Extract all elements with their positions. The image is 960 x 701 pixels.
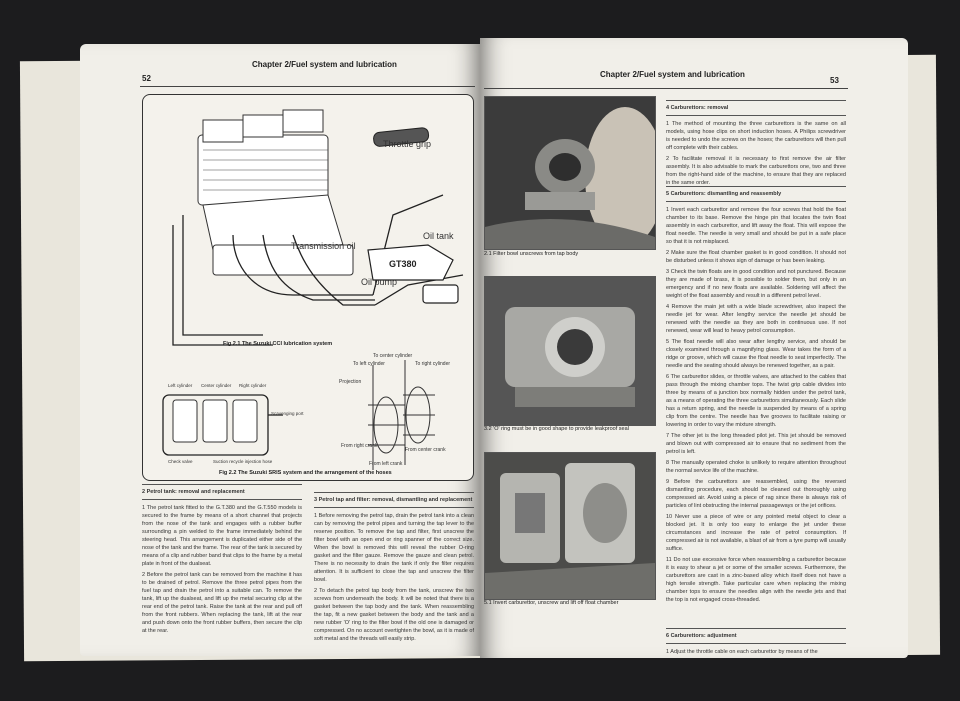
gt380-logo: GT380 (389, 259, 417, 269)
section-5-para-10: 10 Never use a piece of wire or any pointed metal object to clear a blocked jet. It is only too easy to enlarge the jet under these circumstances and increase the rate of petrol consumption. If compressed air is not available, a blast of air from a tyre pump will usually suffice. (666, 514, 846, 552)
left-page (80, 44, 480, 656)
right-page (480, 38, 908, 658)
photo-o-ring (484, 276, 656, 426)
section-petrol-tap (314, 492, 474, 646)
section-2-para-1: 1 The petrol tank fitted to the G.T.380 and the G.T.550 models is secured to the frame by means of a short channel that projects from the nose of the tank and engages with a rubber buffer surrounding a pin welded to the frame immediately behind the steering head. This arrangement is duplicated either side of the nose of the tank and the frame. The rear of the tank is secured by means of a clip and rubber band that clips to the frame by a metal plate in front of the dualseat. (142, 505, 302, 567)
section-3-title: 3 Petrol tap and filter: removal, dismantling and replacement (314, 492, 474, 508)
section-2-para-2: 2 Before the petrol tank can be removed from the machine it has to be drained of petrol. Remove the three petrol pipes from the fuel tap and drain the petrol into a suitable can. To remove the tank, lift up the dualseat, and lift up the metal securing clip at the rear end of the petrol tank. Raise the tank at the rear and pull off from the front rubbers. When replacing the tank, lift at the rear and push down onto the front rubber buffers, then secure the clip at the rear. (142, 572, 302, 634)
photo-2-caption: 3.2 'O' ring must be in good shape to provide leakproof seal (484, 426, 629, 432)
section-6-para-1: 1 Adjust the throttle cable on each carburettor by means of the (666, 649, 818, 655)
section-5-para-2: 2 Make sure the float chamber gasket is in good condition. It should not be disturbed unless it shows sign of damage or has been leaking. (666, 250, 846, 264)
label-from-center-crank: From center crank (405, 447, 446, 453)
label-from-right-crank: From right crank (341, 443, 378, 449)
photo-carburettor (484, 452, 656, 600)
label-from-left-crank: From left crank (369, 461, 403, 467)
label-projection: Projection (339, 379, 362, 385)
section-5-para-6: 6 The carburettor slides, or throttle valves, are attached to the cables that pass through the mixing chamber tops. The twist grip cable divides into three by means of a junction box normally hidden under the petrol tank, as a means of operating the three carburettors simultaneously. Each slide has a return spring, and the needle is suspended by means of a spring clip from the centre. The needle has five grooves to facilitate raising or lowering in order to vary the mixture strength. (666, 374, 846, 428)
label-throttle-grip: Throttle grip (383, 139, 432, 149)
label-right-cylinder: Right cylinder (239, 383, 267, 388)
section-carb-removal (666, 100, 846, 190)
photo-filter-bowl (484, 96, 656, 250)
fig2-caption: Fig 2.2 The Suzuki SRIS system and the arrangement of the hoses (219, 470, 392, 476)
label-transmission-oil: Transmission oil (291, 241, 356, 251)
section-5-para-1: 1 Invert each carburettor and remove the four screws that hold the float chamber to its base. Remove the hinge pin that locates the twin float assembly in each carburettor, and lift away the float. This will expose the float needle. The needle is very small and should be put in a safe place so that it is not misplaced. (666, 207, 846, 245)
lubrication-diagram (143, 95, 473, 480)
section-6-title: 6 Carburettors: adjustment (666, 628, 846, 644)
fig1-caption: Fig 2.1 The Suzuki CCI lubrication system (223, 341, 333, 347)
section-carb-adjustment (666, 628, 846, 658)
section-5-para-8: 8 The manually operated choke is unlikely to require attention throughout the normal service life of the machine. (666, 460, 846, 474)
label-to-center-cylinder: To center cylinder (373, 353, 413, 359)
page-number-left: 52 (142, 74, 151, 83)
header-rule-right (484, 88, 848, 89)
section-4-title: 4 Carburettors: removal (666, 100, 846, 116)
chapter-header-left: Chapter 2/Fuel system and lubrication (252, 60, 397, 69)
section-4-para-1: 1 The method of mounting the three carburettors is the same on all models, using hose clips on short induction hoses. A Philips screwdriver is needed to undo the screws on the hoses; the carburettors will then pull off complete with their cables. (666, 121, 846, 151)
section-3-para-1: 1 Before removing the petrol tap, drain the petrol tank into a clean can by removing the petrol pipes and turning the tap lever to the reserve position. To remove the tap and filter, first unscrew the filter bowl with an open end or ring spanner of the correct size. When the bowl is removed this will reveal the rubber O-ring gasket and the filter gauze. Remove the gauze and clean petrol. There is no necessity to drain the tank if only the filter requires attention. It is sufficient to close the tap and unscrew the filter bowl. (314, 513, 474, 583)
section-carb-dismantling (666, 186, 846, 607)
label-to-right-cylinder: To right cylinder (415, 361, 451, 367)
section-3-para-2: 2 To detach the petrol tap body from the tank, unscrew the two screws from underneath the body. It will be noted that there is a gasket between the tap body and the tank. When reassembling the tap, fit a new gasket between the body and the tank and a new rubber 'O' ring to the filter bowl if the old one is damaged or compressed. On no account overtighten the bowl, as it is made of soft metal and the threads will easily strip. (314, 588, 474, 642)
chapter-header-right: Chapter 2/Fuel system and lubrication (600, 70, 745, 79)
section-5-para-5: 5 The float needle will also wear after lengthy service, and should be closely examined through a magnifying glass. Wear takes the form of a ridge or groove, which will cause the float needle to seat imperfectly. The needle and the seating should always be renewed together, as a pair. (666, 339, 846, 369)
section-2-title: 2 Petrol tank: removal and replacement (142, 484, 302, 500)
section-4-para-2: 2 To facilitate removal it is necessary to first remove the air filter assembly. It is also advisable to mark the carburettors one, two and three from the right-hand side of the machine, to ensure that they are replaced in the same order. (666, 156, 846, 186)
header-rule-left (140, 86, 475, 87)
label-oil-pump: Oil pump (361, 277, 398, 287)
section-5-para-11: 11 Do not use excessive force when reassembling a carburettor because it is easy to shear a jet or some of the smaller screws. Furthermore, the carburettors are cast in a zinc-based alloy which itself does not have a high tensile strength. Take particular care when replacing the mixing chamber tops to ensure the needles align with the needle jets and that the top is not engaged cross-threaded. (666, 557, 846, 603)
label-scavenging-port: Scavenging port (271, 411, 304, 416)
figure-box (142, 94, 474, 481)
label-oil-tank: Oil tank (423, 231, 454, 241)
label-to-left-cylinder: To left cylinder (353, 361, 385, 367)
label-suction-hose: Suction recycle injection hose (213, 459, 273, 464)
section-5-para-7: 7 The other jet is the long threaded pilot jet. This jet should be removed and blown out with compressed air to ensure that no sediment from the petrol is left. (666, 433, 846, 455)
label-left-cylinder: Left cylinder (168, 383, 193, 388)
section-5-para-9: 9 Before the carburettors are reassembled, using the reversed dismantling procedure, each should be cleaned out thoroughly using compressed air. Avoid using a piece of rag since there is always risk of particles of lint obstructing the internal passageways or the jet orifices. (666, 479, 846, 509)
section-5-para-4: 4 Remove the main jet with a wide blade screwdriver, also inspect the needle jet for wear. After lengthy service the needle jet should be renewed with the needle as they are both in continuous use. If not renewed, wear will lead to heavy petrol consumption. (666, 304, 846, 334)
label-center-cylinder: Center cylinder (201, 383, 232, 388)
section-petrol-tank (142, 484, 302, 638)
photo-3-caption: 5.1 Invert carburettor, unscrew and lift off float chamber (484, 600, 619, 606)
section-5-title: 5 Carburettors: dismantling and reassembly (666, 186, 846, 202)
photo-1-caption: 2.1 Filter bowl unscrews from tap body (484, 251, 579, 257)
page-number-right: 53 (830, 76, 839, 85)
section-5-para-3: 3 Check the twin floats are in good condition and not punctured. Because they are made of brass, it is possible to solder them, but only in an emergency and if no new floats are available. Soldering will affect the weight of the float assembly and result in a different petrol level. (666, 269, 846, 299)
label-check-valve: Check valve (168, 459, 193, 464)
